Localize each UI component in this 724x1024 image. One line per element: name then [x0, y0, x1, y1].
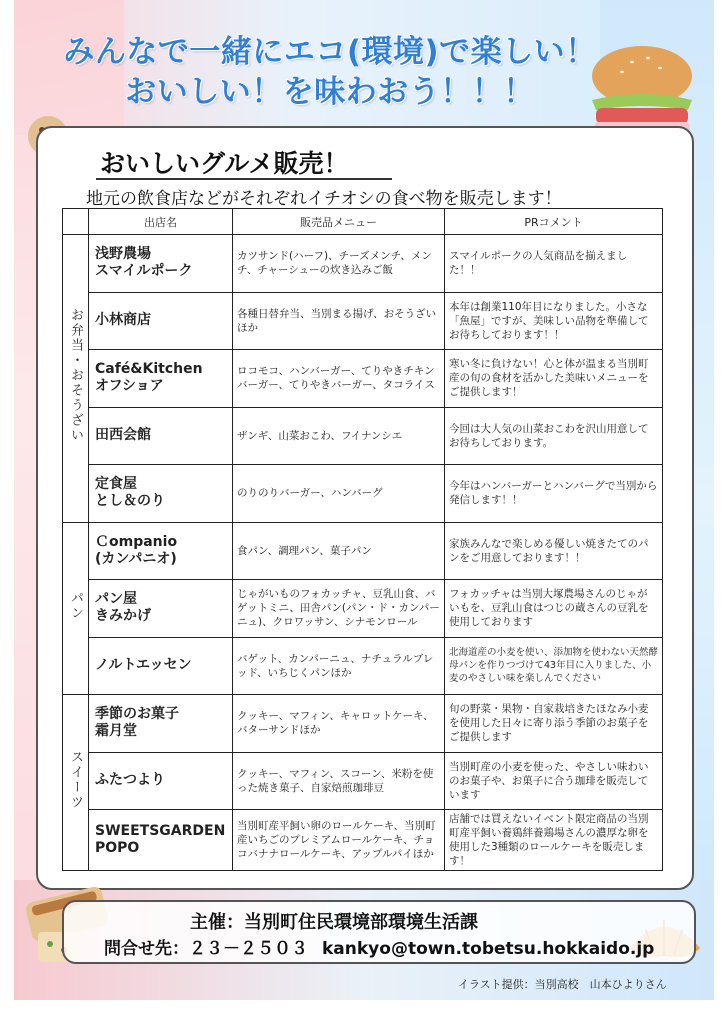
shop-name: ノルトエッセン [89, 637, 233, 695]
section-title: おいしいグルメ販売！ [100, 149, 349, 178]
pr-comment: 当別町産の小麦を使った、やさしい味わいのお菓子や、お菓子に合う珈琲を販売しています [445, 752, 663, 810]
table-row [63, 580, 663, 638]
phone-number: ２３－２５０３ [189, 939, 308, 959]
shop-name: 定食屋 とし＆のり [89, 465, 233, 523]
headline-line-1: みんなで一緒にエコ(環境)で楽しい！ [63, 34, 597, 70]
table-header-row [63, 209, 663, 235]
table-row [63, 407, 663, 465]
vendor-table [62, 208, 663, 871]
menu-items: のりのりバーガー、ハンバーグ [233, 465, 445, 523]
headline-line-2: おいしい！を味わおう！！！ [125, 74, 535, 110]
menu-items: 食パン、調理パン、菓子パン [233, 522, 445, 580]
pr-comment: 店舗では買えないイベント限定商品の当別町産平飼い養鶏絆養鶏場さんの濃厚な卵を使用した3種類のロールケーキを販売します！ [445, 810, 663, 871]
table-row [63, 465, 663, 523]
shop-name: 季節のお菓子 霜月堂 [89, 695, 233, 753]
menu-items: カツサンド(ハーフ)、チーズメンチ、メンチ、チャーシューの炊き込みご飯 [233, 235, 445, 293]
pr-comment: 北海道産の小麦を使い、添加物を使わない天然酵母パンを作りつづけて43年目に入りました、小麦のやさしい味を楽しんでください [445, 637, 663, 695]
menu-items: ザンギ、山菜おこわ、フイナンシエ [233, 407, 445, 465]
table-row [63, 810, 663, 871]
pr-comment: スマイルポークの人気商品を揃えました！！ [445, 235, 663, 293]
pr-comment: 寒い冬に負けない！心と体が温まる当別町産の旬の食材を活かした美味いメニューをご提供します！ [445, 350, 663, 408]
contact-line [104, 934, 654, 959]
pr-comment: フォカッチャは当別大塚農場さんのじゃがいもを、豆乳山食はつじの蔵さんの豆乳を使用しております [445, 580, 663, 638]
table-row [63, 637, 663, 695]
pr-comment: 旬の野菜・果物・自家栽培きたほなみ小麦を使用した日々に寄り添う季節のお菓子をご提供します [445, 695, 663, 753]
illustration-credit: イラスト提供：当別高校 山本ひよりさん [458, 978, 667, 991]
menu-items: クッキー、マフィン、スコーン、米粉を使った焼き菓子、自家焙煎珈琲豆 [233, 752, 445, 810]
organizer: 主催：当別町住民環境部環境生活課 [190, 912, 478, 933]
category-pan: パン [63, 522, 89, 695]
shop-name: SWEETSGARDEN POPO [89, 810, 233, 871]
table-row [63, 752, 663, 810]
menu-items: バゲット、カンパーニュ、ナチュラルブレッド、いちじくパンほか [233, 637, 445, 695]
section-subtitle: 地元の飲食店などがそれぞれイチオシの食べ物を販売します！ [86, 189, 562, 209]
shop-name: 田西会館 [89, 407, 233, 465]
menu-items: 当別町産平飼い卵のロールケーキ、当別町産いちごのプレミアムロールケーキ、チョコバナナロールケーキ、アップルパイほか [233, 810, 445, 871]
shop-name: 浅野農場 スマイルポーク [89, 235, 233, 293]
title-underline [96, 178, 392, 180]
headline [20, 32, 640, 112]
menu-items: 各種日替弁当、当別まる揚げ、おそうざいほか [233, 292, 445, 350]
table-row [63, 235, 663, 293]
pr-comment: 今回は大人気の山菜おこわを沢山用意してお待ちしております。 [445, 407, 663, 465]
shop-name: パン屋 きみかげ [89, 580, 233, 638]
shop-name: Ｃompanio (カンパニオ) [89, 522, 233, 580]
email-address[interactable]: kankyo@town.tobetsu.hokkaido.jp [322, 939, 655, 959]
table-row [63, 292, 663, 350]
pr-comment: 家族みんなで楽しめる優しい焼きたてのパンをご用意しております！！ [445, 522, 663, 580]
contact-label: 問合せ先： [104, 939, 189, 959]
shop-name: Café&Kitchen オフショア [89, 350, 233, 408]
pr-comment: 本年は創業110年目になりました。小さな「魚屋」ですが、美味しい品物を準備してお待ちしております！！ [445, 292, 663, 350]
menu-items: クッキー、マフィン、キャロットケーキ、バターサンドほか [233, 695, 445, 753]
header-menu: 販売品メニュー [233, 209, 445, 235]
table-row [63, 695, 663, 753]
pr-comment: 今年はハンバーガーとハンバーグで当別から発信します！！ [445, 465, 663, 523]
menu-items: ロコモコ、ハンバーガー、てりやきチキンバーガー、てりやきバーガー、タコライス [233, 350, 445, 408]
shop-name: 小林商店 [89, 292, 233, 350]
header-pr: PRコメント [445, 209, 663, 235]
category-bento: お弁当・おそうざい [63, 235, 89, 523]
table-row [63, 522, 663, 580]
header-blank [63, 209, 89, 235]
table-row [63, 350, 663, 408]
category-sweets: スイーツ [63, 695, 89, 871]
header-shop: 出店名 [89, 209, 233, 235]
shop-name: ふたつより [89, 752, 233, 810]
menu-items: じゃがいものフォカッチャ、豆乳山食、バゲットミニ、田舎パン(パン・ド・カンパーニュ)、クロワッサン、シナモンロール [233, 580, 445, 638]
